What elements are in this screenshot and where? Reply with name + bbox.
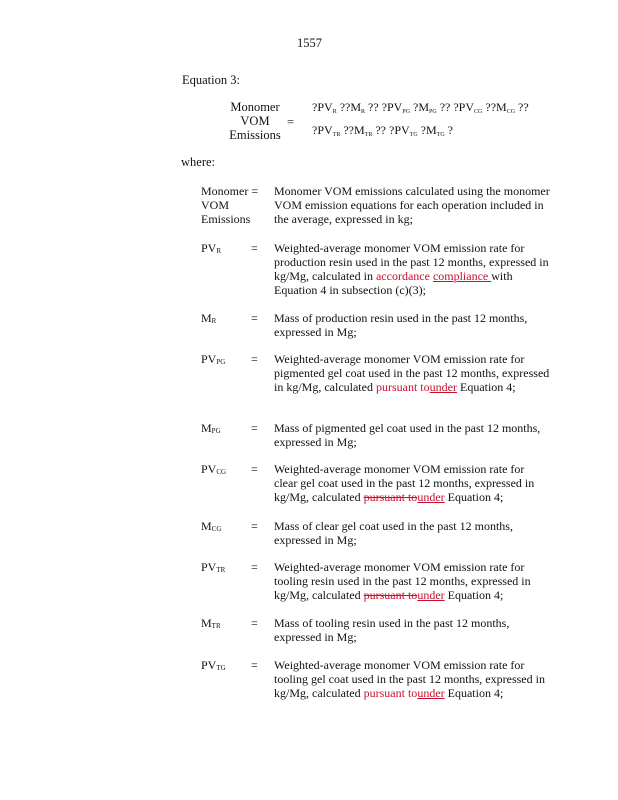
- definition-term: [201, 421, 221, 438]
- formula-segment: ?M: [417, 123, 437, 137]
- term-symbol: M: [201, 519, 212, 533]
- equation-lhs-line: VOM: [240, 114, 270, 128]
- revised-text: pursuant to: [363, 686, 418, 700]
- definition-equals: =: [251, 519, 258, 533]
- text-segment: Mass of tooling resin used in the past 12 months, expressed in Mg;: [274, 616, 510, 644]
- formula-segment: ??: [515, 100, 529, 114]
- definition-term: [201, 184, 258, 226]
- term-symbol: M: [201, 311, 212, 325]
- formula-line-2: [312, 123, 453, 142]
- text-segment: Monomer VOM emissions calculated using the monomer VOM emission equations for each operation included in the average, expressed in kg;: [274, 184, 550, 226]
- formula-segment: ??M: [340, 123, 365, 137]
- definition-term: [201, 462, 226, 479]
- formula-line-1: [312, 100, 529, 119]
- text-segment: Mass of production resin used in the past 12 months, expressed in Mg;: [274, 311, 528, 339]
- inserted-text: under: [417, 588, 445, 602]
- definition-text: [274, 658, 550, 700]
- definition-text: [274, 560, 550, 602]
- equation-lhs-line: Emissions: [229, 128, 281, 142]
- where-label: where:: [181, 155, 216, 169]
- inserted-text: under: [417, 490, 445, 504]
- definition-term: [201, 519, 221, 536]
- definition-term-line: Monomer =: [201, 184, 259, 198]
- term-subscript: TG: [216, 664, 226, 672]
- formula-segment: ?: [444, 123, 453, 137]
- definition-text: [274, 311, 550, 339]
- formula-segment: ?M: [410, 100, 430, 114]
- term-subscript: CG: [216, 468, 227, 476]
- definition-text: [274, 352, 550, 394]
- deleted-text: pursuant to: [363, 490, 418, 504]
- definition-term-line: VOM: [201, 198, 230, 212]
- term-symbol: PV: [201, 560, 217, 574]
- formula-subscript: TR: [364, 132, 373, 138]
- definition-equals: =: [251, 421, 258, 435]
- text-segment: Weighted-average monomer VOM emission rate for pigmented gel coat used in the past 12 months, expressed in kg/Mg, calculated: [274, 352, 550, 394]
- formula-subscript: TG: [436, 132, 445, 138]
- text-segment: Equation 4;: [444, 686, 504, 700]
- definition-equals: =: [251, 616, 258, 630]
- text-segment: Mass of pigmented gel coat used in the past 12 months, expressed in Mg;: [274, 421, 541, 449]
- text-segment: Equation 4;: [444, 490, 504, 504]
- term-symbol: PV: [201, 462, 217, 476]
- term-symbol: M: [201, 616, 212, 630]
- term-subscript: CG: [211, 525, 222, 533]
- definition-equals: =: [251, 462, 258, 476]
- definition-term: [201, 658, 226, 675]
- definition-equals: =: [251, 241, 258, 255]
- definition-text: [274, 184, 550, 226]
- page-number: 1557: [297, 36, 322, 50]
- equation-lhs-line: Monomer: [230, 100, 280, 114]
- formula-subscript: R: [361, 109, 366, 115]
- formula-subscript: PG: [429, 109, 437, 115]
- revised-text: accordance: [375, 269, 433, 283]
- formula-segment: ?? ?PV: [365, 100, 403, 114]
- formula-subscript: CG: [506, 109, 516, 115]
- formula-segment: ??M: [336, 100, 362, 114]
- formula-segment: ?PV: [312, 100, 333, 114]
- term-symbol: PV: [201, 352, 217, 366]
- formula-segment: ?PV: [312, 123, 333, 137]
- definition-text: [274, 241, 550, 297]
- text-segment: Mass of clear gel coat used in the past 12 months, expressed in Mg;: [274, 519, 513, 547]
- revised-text: pursuant to: [375, 380, 430, 394]
- definition-text: [274, 462, 550, 504]
- term-symbol: PV: [201, 658, 217, 672]
- term-subscript: PG: [216, 358, 226, 366]
- formula-subscript: TR: [332, 132, 341, 138]
- definition-term: [201, 311, 216, 328]
- term-subscript: TR: [216, 566, 226, 574]
- equation-lhs: [222, 100, 288, 142]
- equation-label: Equation 3:: [182, 73, 240, 87]
- definition-equals: =: [251, 311, 258, 325]
- formula-segment: ?? ?PV: [436, 100, 475, 114]
- formula-subscript: PG: [402, 109, 411, 115]
- definition-text: [274, 616, 550, 644]
- text-segment: with Equation 4 in subsection (c)(3);: [274, 269, 513, 297]
- definition-term-line: Emissions: [201, 212, 251, 226]
- term-subscript: R: [216, 247, 222, 255]
- formula-subscript: TG: [409, 132, 418, 138]
- text-segment: Weighted-average monomer VOM emission rate for tooling resin used in the past 12 months, expressed in kg/Mg, calculated: [274, 560, 531, 602]
- definition-equals: =: [251, 658, 258, 672]
- formula-segment: ??M: [482, 100, 507, 114]
- definition-text: [274, 421, 550, 449]
- definition-equals: =: [251, 352, 258, 366]
- term-subscript: R: [211, 317, 217, 325]
- term-subscript: PG: [211, 427, 221, 435]
- text-segment: Equation 4;: [456, 380, 516, 394]
- inserted-text: under: [429, 380, 457, 394]
- text-segment: Weighted-average monomer VOM emission rate for production resin used in the past 12 months, expressed in kg/Mg, calculated in: [274, 241, 549, 283]
- formula-segment: ?? ?PV: [372, 123, 410, 137]
- text-segment: Weighted-average monomer VOM emission rate for tooling gel coat used in the past 12 months, expressed in kg/Mg, calculated: [274, 658, 545, 700]
- deleted-text: pursuant to: [363, 588, 418, 602]
- term-subscript: TR: [211, 622, 221, 630]
- formula-subscript: R: [332, 109, 337, 115]
- text-segment: Equation 4;: [444, 588, 504, 602]
- term-symbol: PV: [201, 241, 217, 255]
- definition-term: [201, 241, 221, 258]
- text-segment: Weighted-average monomer VOM emission rate for clear gel coat used in the past 12 months, expressed in kg/Mg, calculated: [274, 462, 535, 504]
- definition-term: [201, 616, 221, 633]
- definition-equals: =: [251, 560, 258, 574]
- definition-text: [274, 519, 550, 547]
- equation-equals: =: [287, 115, 295, 129]
- term-symbol: M: [201, 421, 212, 435]
- formula-subscript: CG: [474, 109, 483, 115]
- definition-term: [201, 352, 225, 369]
- inserted-text: compliance: [432, 269, 492, 283]
- definition-term: [201, 560, 225, 577]
- inserted-text: under: [417, 686, 445, 700]
